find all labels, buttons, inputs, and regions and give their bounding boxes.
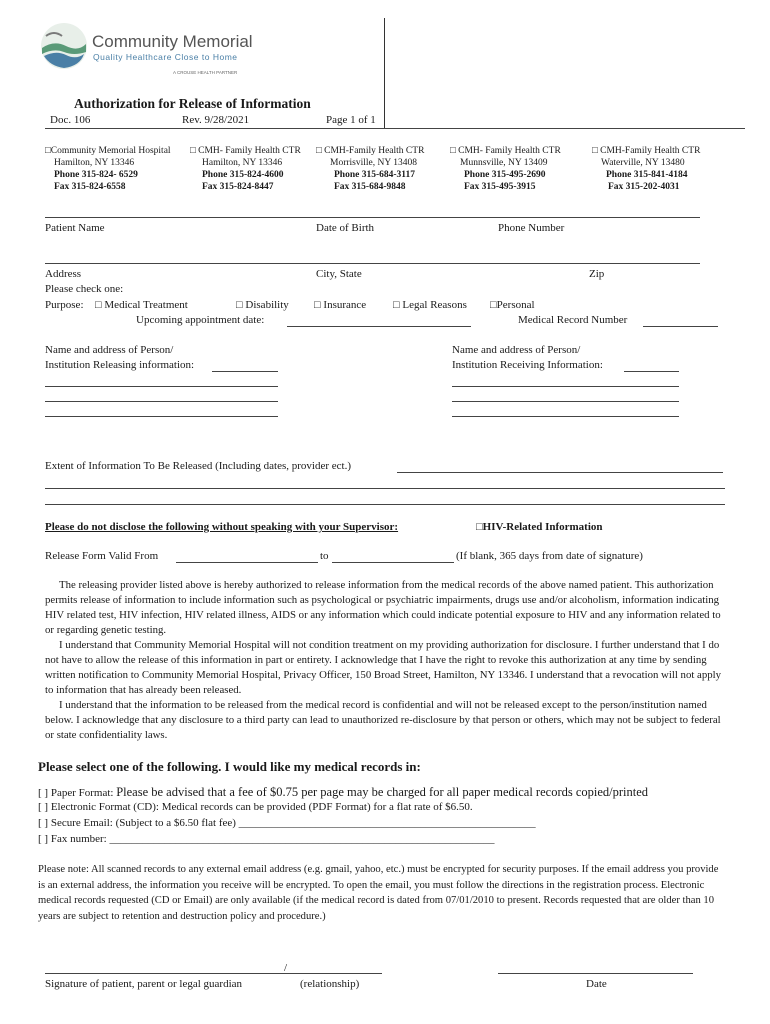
purpose-personal-checkbox[interactable]: □Personal — [490, 299, 535, 311]
purpose-insurance-checkbox[interactable]: □ Insurance — [314, 299, 367, 311]
valid-from-field[interactable] — [176, 562, 318, 563]
logo-name: Community Memorial — [92, 32, 253, 51]
purpose-disability-checkbox[interactable]: □ Disability — [236, 299, 289, 311]
location-waterville[interactable] — [592, 145, 700, 193]
location-fax: Fax 315-824-6558 — [54, 182, 126, 192]
page-title: Authorization for Release of Information — [74, 96, 311, 111]
location-name: □ CMH-Family Health CTR — [316, 145, 424, 157]
location-city: Hamilton, NY 13346 — [202, 158, 283, 168]
releasing-field-1[interactable] — [45, 386, 278, 387]
purpose-label: Purpose: — [45, 299, 84, 311]
releasing-field-2[interactable] — [45, 401, 278, 402]
purpose-disability-label: Disability — [245, 299, 289, 311]
paper-format-option[interactable] — [38, 783, 648, 801]
address-line[interactable] — [45, 263, 700, 264]
location-phone: Phone 315-684-3117 — [334, 170, 416, 180]
purpose-medical-checkbox[interactable]: □ Medical Treatment — [95, 299, 188, 311]
releasing-field-0[interactable] — [212, 371, 278, 372]
location-name: □ CMH- Family Health CTR — [190, 145, 301, 157]
receiving-label-2: Institution Receiving Information: — [452, 359, 603, 371]
receiving-field-1[interactable] — [452, 386, 679, 387]
purpose-personal-label: Personal — [496, 299, 535, 311]
location-hospital[interactable] — [45, 145, 171, 193]
extent-label: Extent of Information To Be Released (Including dates, provider ect.) — [45, 460, 352, 472]
purpose-medical-label: Medical Treatment — [104, 299, 188, 311]
signature-label: Signature of patient, parent or legal guardian — [45, 978, 243, 990]
page-number: Page 1 of 1 — [326, 114, 376, 126]
valid-blank-note: (If blank, 365 days from date of signature) — [456, 550, 643, 562]
check-one-label: Please check one: — [45, 283, 124, 295]
mrn-field[interactable] — [643, 326, 718, 327]
paper-format-label: [ ] Paper Format: — [38, 787, 117, 799]
patient-info-line[interactable] — [45, 217, 700, 218]
header-rule — [45, 128, 745, 129]
location-munnsville[interactable] — [450, 145, 561, 193]
valid-to-field[interactable] — [332, 562, 454, 563]
logo — [40, 20, 260, 80]
location-fax: Fax 315-684-9848 — [334, 182, 406, 192]
valid-to-label: to — [320, 550, 329, 562]
authorization-paragraph — [45, 578, 725, 743]
receiving-label-1: Name and address of Person/ — [452, 344, 581, 356]
location-fax: Fax 315-824-8447 — [202, 182, 274, 192]
revision: Rev. 9/28/2021 — [182, 114, 250, 126]
paper-format-note: Please be advised that a fee of $0.75 per page may be charged for all paper medical records copied/printed — [116, 785, 649, 799]
location-city: Munnsville, NY 13409 — [460, 158, 548, 168]
paragraph-1: The releasing provider listed above is hereby authorized to release information from the medical records of the above named patient. This authorization permits release of information to include information such as psychological or psychiatric impairments, drugs use and/or alcoholism, information indicating HIV related test, HIV infection, HIV related illness, AIDS or any information which could indicate potential exposure to HIV and any information related to or regarding genetic testing. — [45, 579, 721, 636]
location-name: □ CMH- Family Health CTR — [450, 145, 561, 157]
records-heading: Please select one of the following. I would like my medical records in: — [38, 759, 421, 774]
receiving-field-0[interactable] — [624, 371, 679, 372]
extent-field-1[interactable] — [45, 488, 725, 489]
releasing-label-2: Institution Releasing information: — [45, 359, 195, 371]
paragraph-3: I understand that the information to be released from the medical record is confidential and will not be released except to the person/institution named below. I acknowledge that any disclosure to a third party can lead to unauthorized re-disclosure by that person or others, which may not be subject to federal or state confidentiality laws. — [45, 699, 721, 741]
valid-from-label: Release Form Valid From — [45, 550, 159, 562]
secure-email-option[interactable]: [ ] Secure Email: (Subject to a $6.50 flat fee) ______________________________________________________ — [38, 817, 536, 829]
location-phone: Phone 315-495-2690 — [464, 170, 546, 180]
city-state-label: City, State — [316, 268, 362, 280]
extent-field-2[interactable] — [45, 504, 725, 505]
location-phone: Phone 315-824- 6529 — [54, 170, 138, 180]
hiv-checkbox[interactable]: □HIV-Related Information — [476, 521, 603, 533]
logo-mark-icon — [40, 22, 88, 70]
location-city: Waterville, NY 13480 — [601, 158, 685, 168]
signature-field[interactable] — [45, 973, 382, 974]
location-phone: Phone 315-841-4184 — [606, 170, 688, 180]
upcoming-appointment-label: Upcoming appointment date: — [136, 314, 265, 326]
location-hamilton[interactable] — [190, 145, 301, 193]
releasing-label-1: Name and address of Person/ — [45, 344, 174, 356]
hiv-label: HIV-Related Information — [482, 521, 603, 533]
upcoming-appointment-field[interactable] — [287, 326, 471, 327]
location-name: □ CMH-Family Health CTR — [592, 145, 700, 157]
date-field[interactable] — [498, 973, 693, 974]
location-morrisville[interactable] — [316, 145, 424, 193]
header-divider — [384, 18, 385, 128]
fax-number-option[interactable]: [ ] Fax number: ______________________________________________________________________ — [38, 833, 495, 845]
date-label: Date — [586, 978, 607, 990]
signature-slash: / — [284, 962, 288, 974]
doc-number: Doc. 106 — [50, 114, 91, 126]
location-fax: Fax 315-202-4031 — [608, 182, 680, 192]
phone-label: Phone Number — [498, 222, 565, 234]
address-label: Address — [45, 268, 82, 280]
note-paragraph: Please note: All scanned records to any external email address (e.g. gmail, yahoo, etc.) must be encrypted for security purposes. If the email address you provide is an external address, the information you receive will be encrypted. To open the email, you must follow the directions in the registration process. Electronic medical records requested (CD or Email) are only available (if the medical record is dated from 07/01/2010 to present. Records requested that are older than 10 years are subject to retention and destruction policy and procedure.) — [38, 864, 719, 922]
relationship-label: (relationship) — [300, 978, 360, 990]
extent-field-0[interactable] — [397, 472, 723, 473]
location-fax: Fax 315-495-3915 — [464, 182, 536, 192]
location-city: Hamilton, NY 13346 — [54, 158, 135, 168]
receiving-field-3[interactable] — [452, 416, 679, 417]
electronic-format-option[interactable]: [ ] Electronic Format (CD): Medical records can be provided (PDF Format) for a flat rate of $6.50. — [38, 801, 473, 813]
receiving-field-2[interactable] — [452, 401, 679, 402]
purpose-legal-label: Legal Reasons — [402, 299, 467, 311]
location-name: □ Community Memorial Hospital — [45, 145, 171, 157]
logo-partner: A CROUSE HEALTH PARTNER — [173, 70, 238, 75]
mrn-label: Medical Record Number — [518, 314, 628, 326]
paragraph-2: I understand that Community Memorial Hospital will not condition treatment on my providing authorization for disclosure. I further understand that I do not have to allow the release of this information in part or entirety. I acknowledge that I have the right to revoke this authorization at any time by sending written notification to Community Memorial Hospital, Privacy Officer, 150 Broad Street, Hamilton, NY 13346. I understand that a revocation will not apply to information that has already been released. — [45, 639, 722, 696]
purpose-insurance-label: Insurance — [323, 299, 367, 311]
logo-tagline: Quality Healthcare Close to Home — [93, 52, 238, 62]
purpose-legal-checkbox[interactable]: □ Legal Reasons — [393, 299, 467, 311]
location-phone: Phone 315-824-4600 — [202, 170, 284, 180]
location-city: Morrisville, NY 13408 — [330, 158, 417, 168]
no-disclose-label: Please do not disclose the following without speaking with your Supervisor: — [45, 521, 399, 533]
releasing-field-3[interactable] — [45, 416, 278, 417]
zip-label: Zip — [589, 268, 605, 280]
patient-name-label: Patient Name — [45, 222, 105, 234]
dob-label: Date of Birth — [316, 222, 375, 234]
